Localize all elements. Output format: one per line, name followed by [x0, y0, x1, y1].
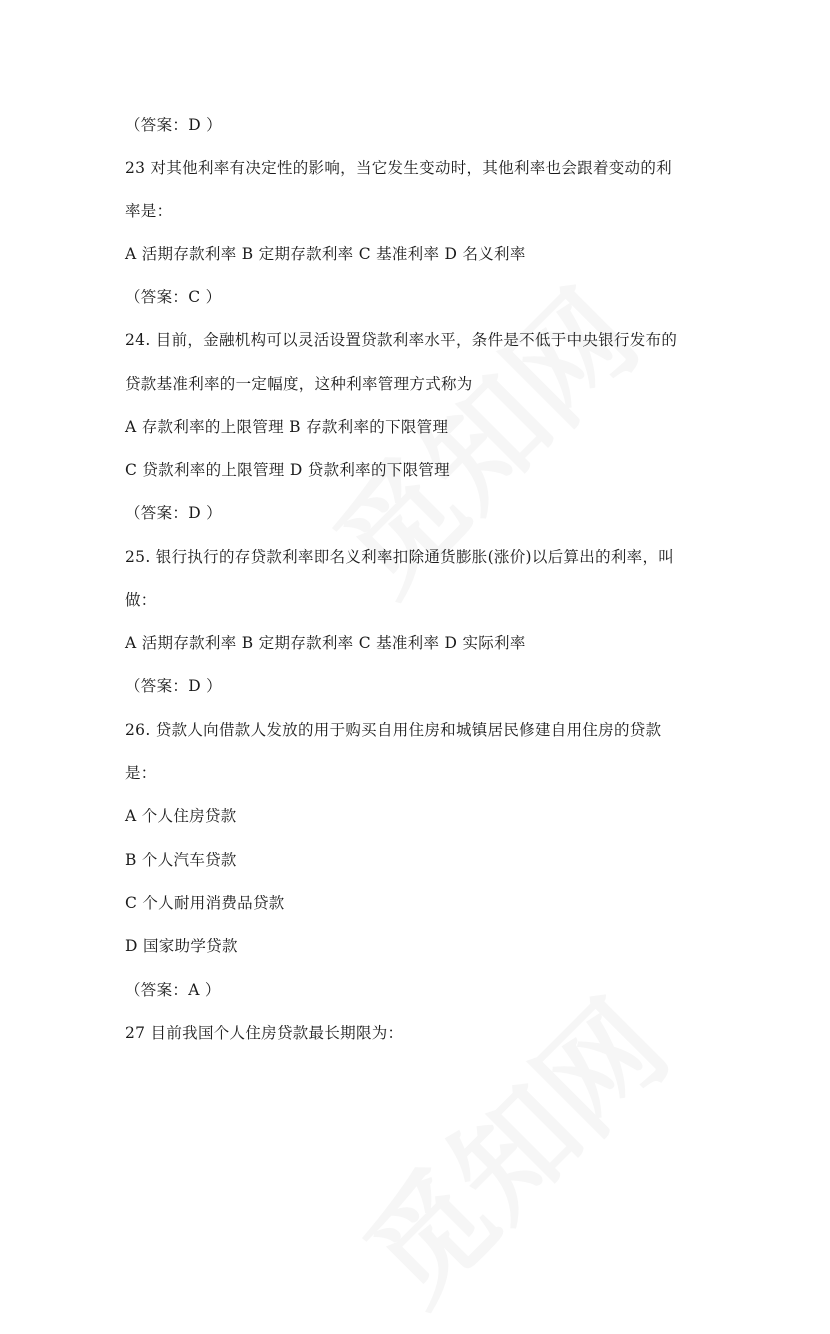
- question-24-text-cont: 贷款基准利率的一定幅度，这种利率管理方式称为: [125, 375, 473, 393]
- question-24-options-ab: A 存款利率的上限管理 B 存款利率的下限管理: [125, 418, 449, 436]
- question-26-text: 26. 贷款人向借款人发放的用于购买自用住房和城镇居民修建自用住房的贷款: [125, 721, 662, 739]
- answer-26: （答案：A ）: [125, 981, 221, 999]
- question-24-options-cd: C 贷款利率的上限管理 D 贷款利率的下限管理: [125, 461, 450, 479]
- question-26-option-c: C 个人耐用消费品贷款: [125, 894, 285, 912]
- watermark: [322, 958, 698, 1334]
- question-23-text-cont: 率是：: [125, 202, 173, 220]
- answer-23: （答案：C ）: [125, 288, 222, 306]
- question-27-text: 27 目前我国个人住房贷款最长期限为：: [125, 1024, 404, 1042]
- question-23-text: 23 对其他利率有决定性的影响，当它发生变动时，其他利率也会跟着变动的利: [125, 159, 672, 177]
- answer-24: （答案：D ）: [125, 504, 222, 522]
- question-25-text-cont: 做：: [125, 591, 157, 609]
- question-23-options: A 活期存款利率 B 定期存款利率 C 基准利率 D 名义利率: [125, 245, 526, 263]
- question-25-text: 25. 银行执行的存贷款利率即名义利率扣除通货膨胀(涨价)以后算出的利率，叫: [125, 548, 675, 566]
- question-26-option-a: A 个人住房贷款: [125, 807, 237, 825]
- answer-25: （答案：D ）: [125, 677, 222, 695]
- question-24-text: 24. 目前，金融机构可以灵活设置贷款利率水平，条件是不低于中央银行发布的: [125, 331, 678, 349]
- answer-22: （答案：D ）: [125, 116, 222, 134]
- question-26-text-cont: 是：: [125, 764, 157, 782]
- question-26-option-d: D 国家助学贷款: [125, 937, 238, 955]
- question-26-option-b: B 个人汽车贷款: [125, 851, 237, 869]
- question-25-options: A 活期存款利率 B 定期存款利率 C 基准利率 D 实际利率: [125, 634, 526, 652]
